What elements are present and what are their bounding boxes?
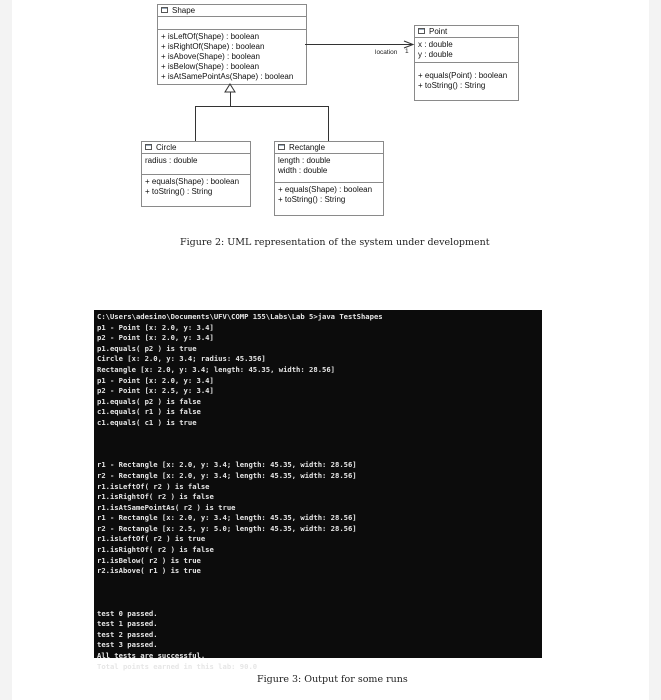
console-line: r1.isRightOf( r2 ) is false <box>97 492 214 502</box>
attribute: width : double <box>278 166 328 175</box>
console-line: r1 - Rectangle [x: 2.0, y: 3.4; length: 45.35, width: 28.56] <box>97 460 357 470</box>
console-group-3 <box>97 609 539 673</box>
console-line: test 3 passed. <box>97 640 158 650</box>
console-line: r1.isLeftOf( r2 ) is true <box>97 534 206 544</box>
methods-section <box>415 63 518 93</box>
class-icon <box>278 144 285 150</box>
method: + toString() : String <box>418 81 486 90</box>
console-line: c1.equals( r1 ) is false <box>97 407 201 417</box>
method: + equals(Shape) : boolean <box>145 177 240 186</box>
methods-section <box>142 175 250 199</box>
uml-class-circle <box>141 141 251 207</box>
method: + isRightOf(Shape) : boolean <box>161 42 265 51</box>
console-line: Circle [x: 2.0, y: 3.4; radius: 45.356] <box>97 354 266 364</box>
console-output <box>94 310 542 671</box>
figure-3-caption: Figure 3: Output for some runs <box>257 674 408 685</box>
console-line: p1 - Point [x: 2.0, y: 3.4] <box>97 322 214 332</box>
console-line: Rectangle [x: 2.0, y: 3.4; length: 45.35, width: 28.56] <box>97 364 335 374</box>
method: + equals(Shape) : boolean <box>278 185 373 194</box>
console-line: p2 - Point [x: 2.0, y: 3.4] <box>97 333 214 343</box>
console-line: r2 - Rectangle [x: 2.0, y: 3.4; length: 45.35, width: 28.56] <box>97 470 357 480</box>
figure-2-caption: Figure 2: UML representation of the system under development <box>180 237 490 248</box>
inheritance-line <box>195 106 329 107</box>
method: + equals(Point) : boolean <box>418 71 508 80</box>
console-line: c1.equals( c1 ) is true <box>97 417 197 427</box>
console-group-1 <box>97 312 539 429</box>
inheritance-line <box>328 106 329 141</box>
uml-class-shape <box>157 4 307 85</box>
class-name: Point <box>429 27 448 36</box>
method: + isLeftOf(Shape) : boolean <box>161 32 260 41</box>
console-line: r1.isLeftOf( r2 ) is false <box>97 481 210 491</box>
console-line: p1.equals( p2 ) is false <box>97 396 201 406</box>
methods-section <box>275 183 383 207</box>
attribute: radius : double <box>145 156 198 165</box>
console-line: r1.isRightOf( r2 ) is false <box>97 545 214 555</box>
console-line: Total points earned in this lab: 90.0 <box>97 661 258 671</box>
attributes-section <box>415 38 518 63</box>
methods-section <box>158 30 306 84</box>
class-icon <box>161 7 168 13</box>
uml-class-rectangle <box>274 141 384 216</box>
console-line: r1.isAtSamePointAs( r2 ) is true <box>97 502 236 512</box>
class-name: Shape <box>172 6 196 15</box>
console-line: All tests are successful. <box>97 651 206 660</box>
console-line: test 1 passed. <box>97 619 158 629</box>
console-line: r2 - Rectangle [x: 2.5, y: 5.0; length: 45.35, width: 28.56] <box>97 523 357 533</box>
console-line: test 0 passed. <box>97 608 158 618</box>
association-multiplicity: 1 <box>405 48 409 55</box>
console-line: p1 - Point [x: 2.0, y: 3.4] <box>97 375 214 385</box>
method: + isAbove(Shape) : boolean <box>161 52 260 61</box>
attributes-section <box>275 154 383 183</box>
inheritance-line <box>195 106 196 141</box>
class-icon <box>145 144 152 150</box>
console-line: p2 - Point [x: 2.5, y: 3.4] <box>97 386 214 396</box>
method: + toString() : String <box>278 195 346 204</box>
inheritance-line <box>230 92 231 107</box>
association-line <box>305 44 413 45</box>
console-line: C:\Users\adesino\Documents\UFV\COMP 155\Labs\Lab 5>java TestShapes <box>97 312 383 321</box>
console-line: r1.isBelow( r2 ) is true <box>97 555 201 565</box>
attribute: y : double <box>418 50 453 59</box>
uml-class-point <box>414 25 519 101</box>
console-line: p1.equals( p2 ) is true <box>97 343 197 353</box>
association-role: location <box>375 49 398 56</box>
console-line: r1 - Rectangle [x: 2.0, y: 3.4; length: 45.35, width: 28.56] <box>97 513 357 523</box>
class-name: Rectangle <box>289 143 326 152</box>
class-icon <box>418 28 425 34</box>
console-line: r2.isAbove( r1 ) is true <box>97 566 201 576</box>
attribute: length : double <box>278 156 331 165</box>
console-line: test 2 passed. <box>97 629 158 639</box>
method: + toString() : String <box>145 187 213 196</box>
method: + isBelow(Shape) : boolean <box>161 62 260 71</box>
attributes-section <box>158 17 306 30</box>
console-group-2 <box>97 460 539 577</box>
attributes-section <box>142 154 250 175</box>
class-name: Circle <box>156 143 177 152</box>
method: + isAtSamePointAs(Shape) : boolean <box>161 72 294 81</box>
attribute: x : double <box>418 40 453 49</box>
